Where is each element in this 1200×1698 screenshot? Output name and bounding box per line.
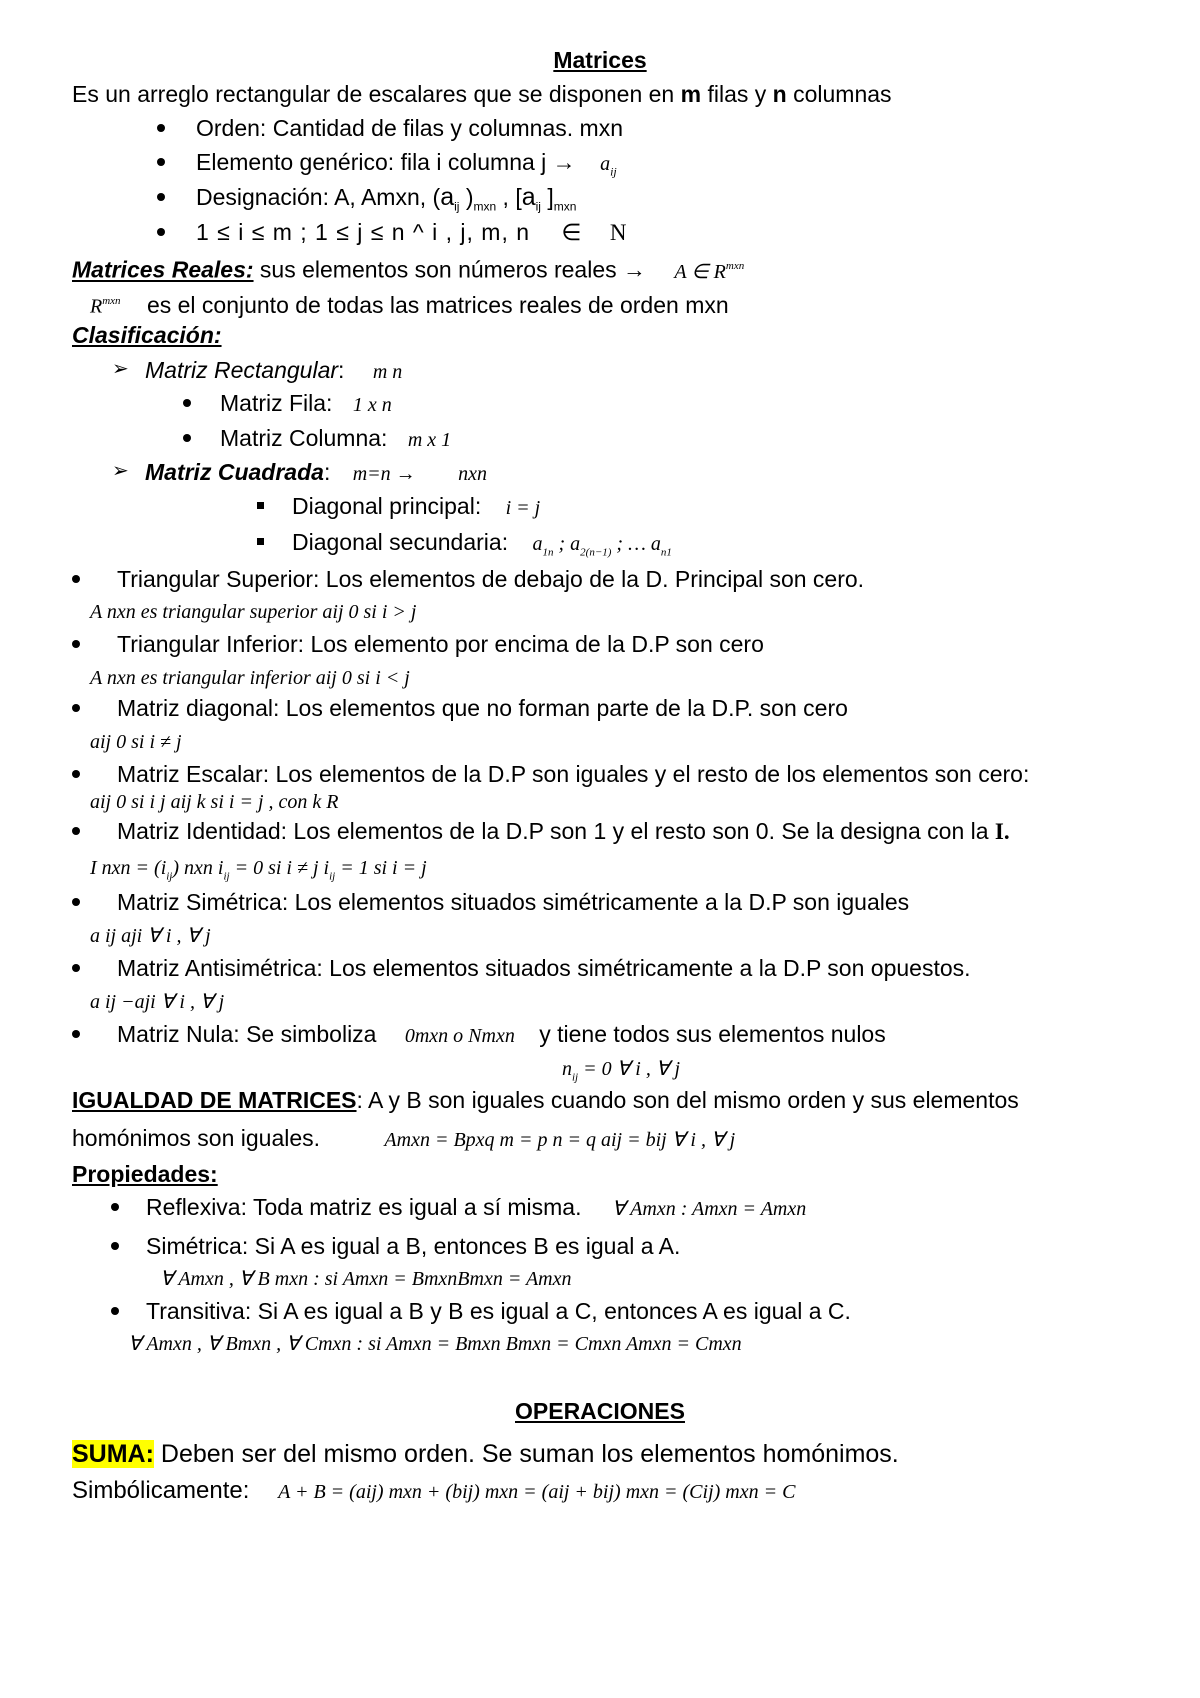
reales-line-2: $R^{mxn}$ es el conjunto de todas las matrices reales de orden mxn	[90, 291, 729, 318]
bullet-icon	[111, 1203, 119, 1211]
propiedades-heading: Propiedades:	[72, 1161, 218, 1187]
square-bullet-icon	[257, 502, 264, 509]
reflexiva-line: Reflexiva: Toda matriz es igual a sí misma. ∀ Amxn : Amxn = Amxn	[146, 1194, 807, 1220]
arrow-bullet-icon: ➢	[112, 460, 129, 482]
bullet-icon	[183, 434, 191, 442]
reales-line: Matrices Reales: sus elementos son números reales → A ∈ $R^{mxn}$	[72, 256, 745, 283]
orden-line: Orden: Cantidad de filas y columnas. mxn	[196, 115, 623, 141]
simbolicamente-line: Simbólicamente: A + B = (aij) mxn + (bij) mxn = (aij + bij) mxn = (Cij) mxn = C	[72, 1477, 796, 1504]
arrow-bullet-icon: ➢	[112, 358, 129, 380]
bullet-icon	[183, 399, 191, 407]
nula-math: $n_{ij} = 0$ ∀ i , ∀ j	[562, 1058, 681, 1084]
igualdad-line: IGUALDAD DE MATRICES: A y B son iguales cuando son del mismo orden y sus elementos	[72, 1087, 1019, 1113]
indices-line: 1 ≤ i ≤ m ; 1 ≤ j ≤ n ^ i , j, m, n ∈ N	[196, 219, 628, 245]
bullet-icon	[72, 1030, 80, 1038]
simetrica-math: a ij aji ∀ i , ∀ j	[90, 925, 211, 947]
simetrica-prop-line: Simétrica: Si A es igual a B, entonces B es igual a A.	[146, 1233, 681, 1259]
diagonal-secundaria-line: Diagonal secundaria: $a_{1n}$ ; $a_{2(n-1)}$ ; … $a_{n1}$	[292, 529, 672, 559]
columna-line: Matriz Columna: m x 1	[220, 425, 452, 451]
bullet-icon	[72, 964, 80, 972]
elemento-line: Elemento genérico: fila i columna $j \to a_{ij}$	[196, 149, 617, 179]
operaciones-heading: OPERACIONES	[515, 1398, 685, 1424]
identidad-line: Matriz Identidad: Los elementos de la D.P son 1 y el resto son 0. Se la designa con la I.	[117, 818, 1010, 844]
identidad-math: I nxn = $(i_{ij})$ nxn $i_{ij} = 0$ si i ≠ j $i_{ij} = 1$ si i = j	[90, 857, 427, 883]
bullet-icon	[72, 770, 80, 778]
escalar-math: aij 0 si i j aij k si i = j , con k R	[90, 791, 339, 813]
bullet-icon	[72, 704, 80, 712]
transitiva-math: ∀ Amxn , ∀ Bmxn , ∀ Cmxn : si Amxn = Bmxn Bmxn = Cmxn Amxn = Cmxn	[128, 1333, 742, 1355]
bullet-icon	[72, 827, 80, 835]
bullet-icon	[111, 1307, 119, 1315]
bullet-icon	[72, 575, 80, 583]
triangular-inferior-math: A nxn es triangular inferior aij 0 si i < j	[90, 667, 410, 689]
nula-line: Matriz Nula: Se simboliza 0mxn o Nmxn y tiene todos sus elementos nulos	[117, 1021, 886, 1047]
antisimetrica-math: a ij −aji ∀ i , ∀ j	[90, 991, 225, 1013]
bullet-icon	[72, 640, 80, 648]
diagonal-line: Matriz diagonal: Los elementos que no forman parte de la D.P. son cero	[117, 695, 848, 721]
square-bullet-icon	[257, 538, 264, 545]
rectangular-line: Matriz Rectangular: m n	[145, 357, 403, 383]
igualdad-line-2: homónimos son iguales. Amxn = Bpxq m = p n = q aij = bij ∀ i , ∀ j	[72, 1125, 736, 1151]
antisimetrica-line: Matriz Antisimétrica: Los elementos situados simétricamente a la D.P son opuestos.	[117, 955, 971, 981]
transitiva-line: Transitiva: Si A es igual a B y B es igual a C, entonces A es igual a C.	[146, 1298, 851, 1324]
bullet-icon	[72, 898, 80, 906]
designacion-line: Designación: A, Amxn, ($a_{ij}$ )$_{mxn}$ , [$a_{ij}$ ]$_{mxn}$	[196, 183, 577, 214]
triangular-inferior-line: Triangular Inferior: Los elemento por encima de la D.P son cero	[117, 631, 764, 657]
clasificacion-heading: Clasificación:	[72, 322, 222, 348]
diagonal-math: aij 0 si i ≠ j	[90, 731, 182, 753]
fila-line: Matriz Fila: 1 x n	[220, 390, 392, 416]
cuadrada-line: Matriz Cuadrada: m=n → nxn	[145, 459, 487, 485]
suma-line: SUMA: Deben ser del mismo orden. Se suman los elementos homónimos.	[72, 1440, 899, 1468]
escalar-line: Matriz Escalar: Los elementos de la D.P son iguales y el resto de los elementos son cero:	[117, 761, 1030, 787]
triangular-superior-math: A nxn es triangular superior aij 0 si i > j	[90, 601, 417, 623]
bullet-icon	[157, 124, 165, 132]
bullet-icon	[157, 193, 165, 201]
bullet-icon	[157, 158, 165, 166]
triangular-superior-line: Triangular Superior: Los elementos de debajo de la D. Principal son cero.	[117, 566, 865, 592]
bullet-icon	[111, 1242, 119, 1250]
simetrica-line: Matriz Simétrica: Los elementos situados simétricamente a la D.P son iguales	[117, 889, 910, 915]
bullet-icon	[157, 228, 165, 236]
intro-line: Es un arreglo rectangular de escalares que se disponen en m filas y n columnas	[72, 81, 892, 107]
diagonal-principal-line: Diagonal principal: i = j	[292, 493, 541, 519]
simetrica-prop-math: ∀ Amxn , ∀ B mxn : si Amxn = BmxnBmxn = Amxn	[160, 1268, 572, 1290]
page-title: Matrices	[553, 47, 647, 73]
